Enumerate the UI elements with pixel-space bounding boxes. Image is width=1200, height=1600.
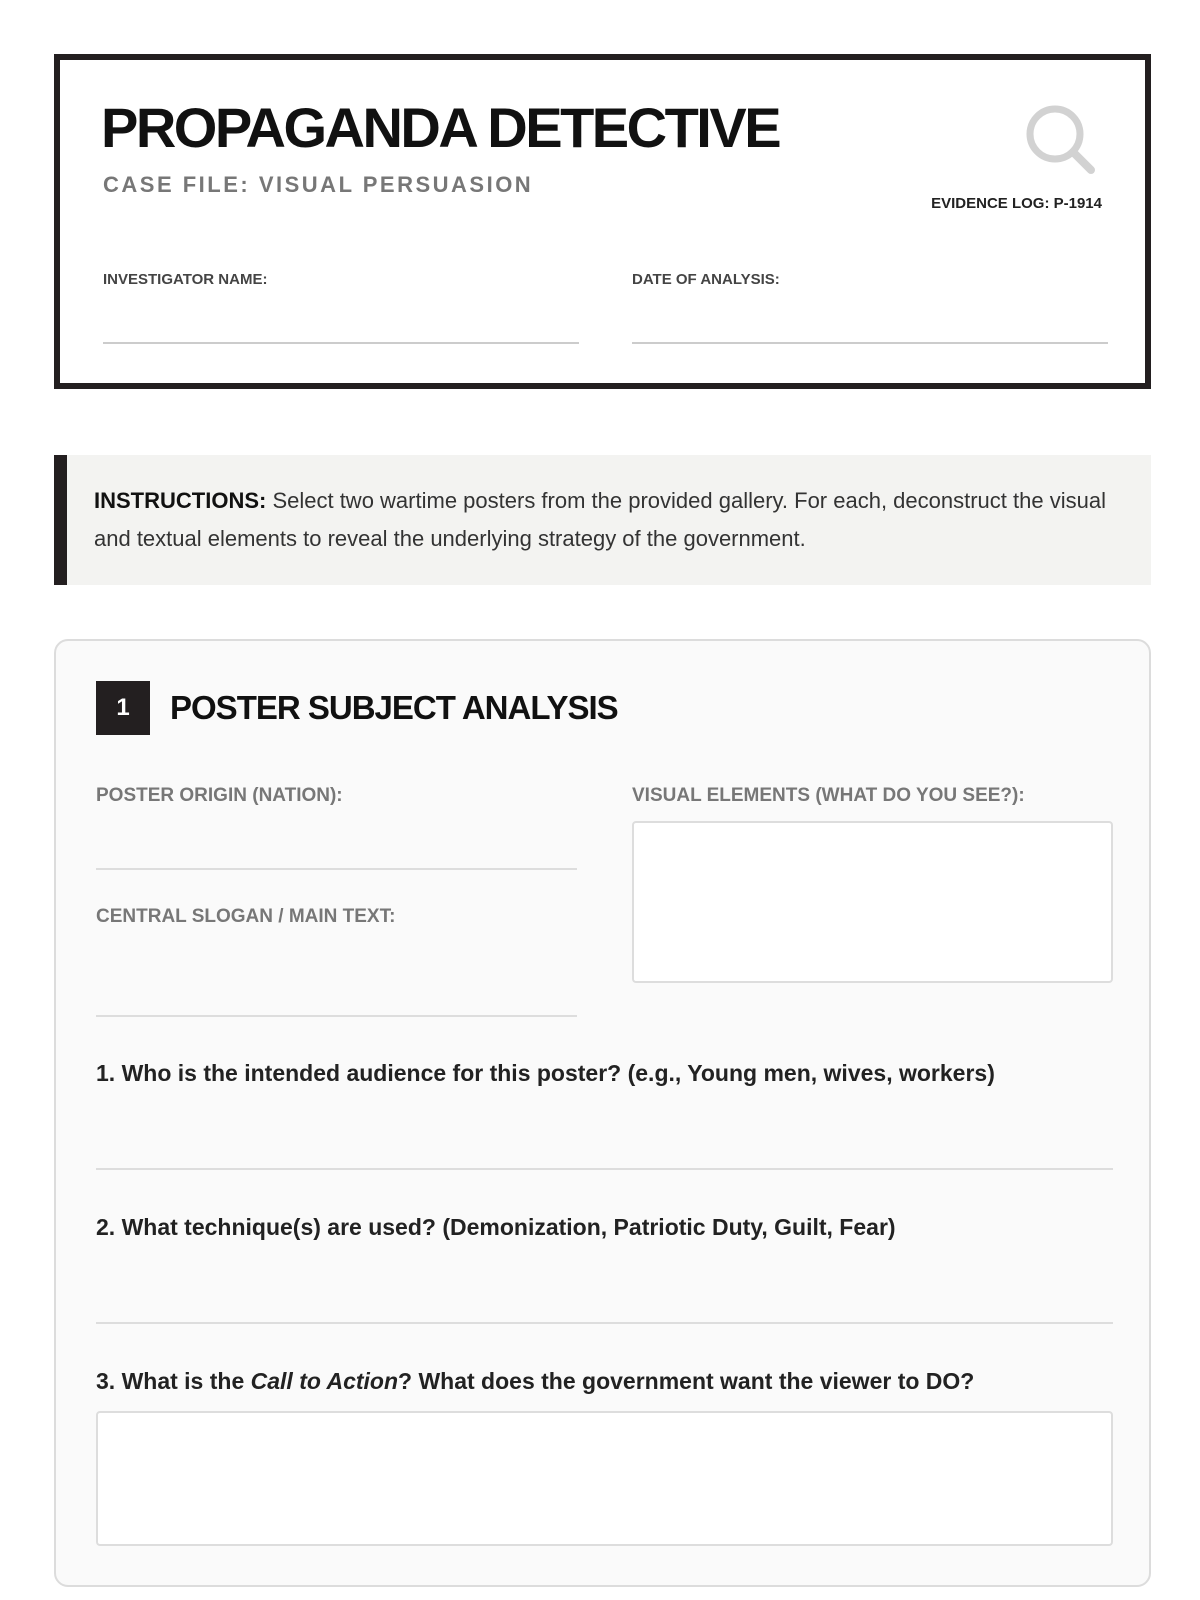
date-of-analysis-input-line[interactable]	[632, 342, 1108, 344]
page-subtitle: CASE FILE: VISUAL PERSUASION	[103, 172, 534, 197]
visual-elements-label: VISUAL ELEMENTS (WHAT DO YOU SEE?):	[632, 785, 1025, 806]
instructions-label: INSTRUCTIONS:	[94, 488, 267, 513]
instructions-text: Select two wartime posters from the provided gallery. For each, deconstruct the visual and textual elements to reveal the underlying strategy of the government.	[94, 488, 1106, 551]
investigator-name-label: INVESTIGATOR NAME:	[103, 271, 268, 288]
page-title: PROPAGANDA DETECTIVE	[101, 96, 780, 159]
question-call-to-action	[96, 1370, 974, 1393]
central-slogan-input-line[interactable]	[96, 1015, 577, 1017]
visual-elements-textarea[interactable]	[632, 821, 1113, 983]
question-techniques-answer-line[interactable]	[96, 1322, 1113, 1324]
magnifying-glass-icon	[1025, 104, 1099, 178]
poster-origin-input-line[interactable]	[96, 868, 577, 870]
question-cta-prefix: 3. What is the	[96, 1368, 251, 1394]
date-of-analysis-field[interactable]	[632, 272, 1108, 287]
section-title: POSTER SUBJECT ANALYSIS	[170, 689, 618, 726]
investigator-name-field[interactable]	[103, 272, 579, 287]
poster-origin-label: POSTER ORIGIN (NATION):	[96, 785, 343, 806]
case-file-header	[54, 54, 1151, 389]
investigator-name-input-line[interactable]	[103, 342, 579, 344]
question-cta-emphasis: Call to Action	[250, 1368, 399, 1394]
question-audience-answer-line[interactable]	[96, 1168, 1113, 1170]
instructions-box	[54, 455, 1151, 585]
call-to-action-textarea[interactable]	[96, 1411, 1113, 1546]
question-techniques: 2. What technique(s) are used? (Demonization, Patriotic Duty, Guilt, Fear)	[96, 1214, 896, 1240]
evidence-log-id: EVIDENCE LOG: P-1914	[931, 195, 1102, 212]
section-number-badge: 1	[96, 681, 150, 735]
central-slogan-label: CENTRAL SLOGAN / MAIN TEXT:	[96, 906, 396, 927]
question-cta-suffix: ? What does the government want the viewer to DO?	[398, 1368, 975, 1394]
question-audience: 1. Who is the intended audience for this poster? (e.g., Young men, wives, workers)	[96, 1060, 995, 1086]
date-of-analysis-label: DATE OF ANALYSIS:	[632, 271, 780, 288]
poster-subject-analysis-section	[54, 639, 1151, 1587]
